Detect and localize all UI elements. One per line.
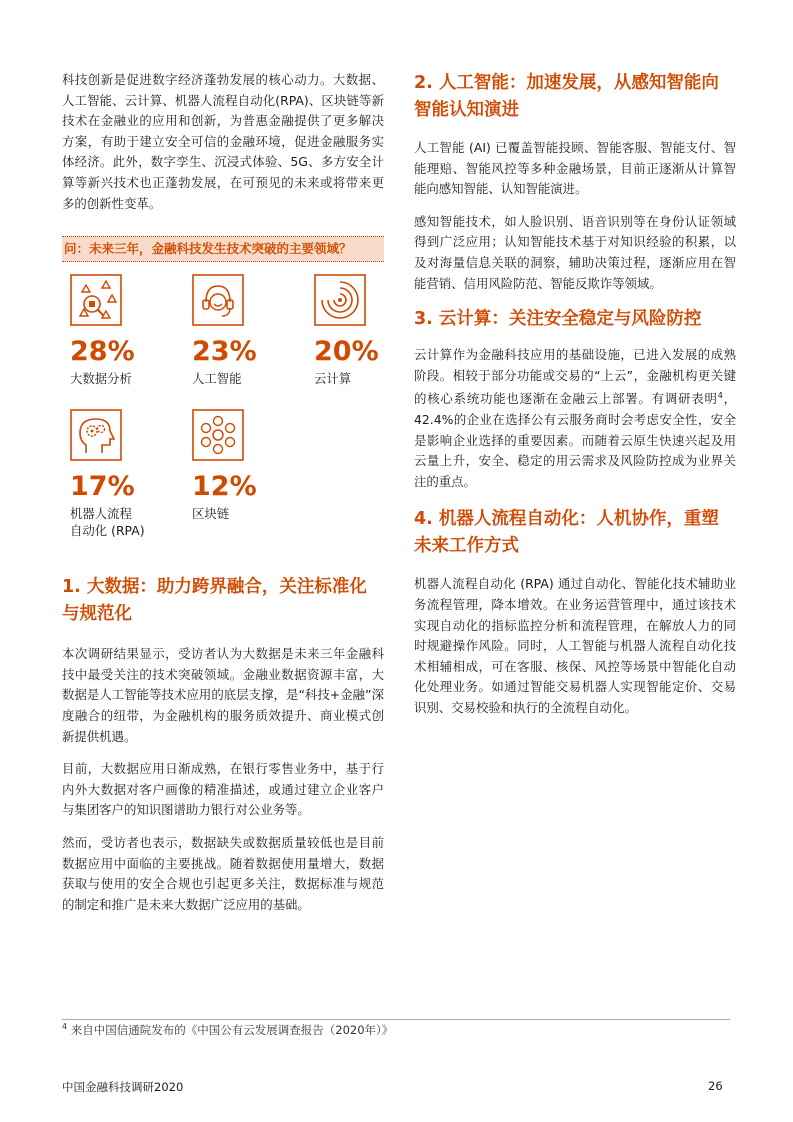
footnote-divider	[62, 1019, 730, 1020]
section1-paragraph-3: 然而，受访者也表示，数据缺失或数据质量较低也是目前数据应用中面临的主要挑战。随着数据使用量增大，数据获取与使用的安全合规也引起更多关注，数据标准与规范的制定和推广是未来大数据广泛应用的基础。	[62, 834, 384, 912]
ai-headset-icon	[192, 274, 244, 326]
section2-title: 2. 人工智能：加速发展，从感知智能向智能认知演进	[414, 73, 719, 120]
section3-title: 3. 云计算：关注安全稳定与风险防控	[414, 309, 702, 330]
stat-value: 20%	[314, 336, 379, 368]
stat-label: 机器人流程 自动化 (RPA)	[70, 506, 145, 539]
cloud-swirl-icon	[314, 274, 366, 326]
section2-paragraph-2: 感知智能技术，如人脸识别、语音识别等在身份认证领域得到广泛应用；认知智能技术基于对知识经验的积累，以及对海量信息关联的洞察，辅助决策过程，逐渐应用在智能营销、信用风险防范、智能反欺诈等领域。	[414, 213, 736, 291]
stat-value: 17%	[70, 471, 135, 503]
section4-paragraph-1: 机器人流程自动化 (RPA) 通过自动化、智能化技术辅助业务流程管理，降本增效。在业务运营管理中，通过该技术实现自动化的指标监控分析和流程管理，在解放人力的同时规避操作风险。同时，人工智能与机器人流程自动化技术相辅相成，可在客服、核保、风控等场景中智能化自动化处理业务。如通过智能交易机器人实现智能定价、交易识别、交易校验和执行的全流程自动化。	[414, 576, 736, 715]
footnote-number: 4	[62, 1022, 68, 1032]
section3-text-a: 云计算作为金融科技应用的基础设施，已进入发展的成熟阶段。相较于部分功能或交易的“上云”，金融机构更关键的核心系统功能也逐渐在金融云上部署。有调研表明	[414, 347, 736, 407]
stat-value: 12%	[192, 471, 257, 503]
stat-value: 23%	[192, 336, 257, 368]
blockchain-icon	[192, 409, 244, 461]
section1-paragraph-2: 目前，大数据应用日渐成熟，在银行零售业务中，基于行内外大数据对客户画像的精准描述，或通过建立企业客户与集团客户的知识图谱助力银行对公业务等。	[62, 761, 384, 818]
section1-paragraph-1: 本次调研结果显示，受访者认为大数据是未来三年金融科技中最受关注的技术突破领域。金融业数据资源丰富，大数据是人工智能等技术应用的底层支撑，是“科技+金融”深度融合的纽带，为金融机构的服务质效提升、商业模式创新提供机遇。	[62, 646, 384, 744]
stat-rpa	[70, 409, 180, 539]
stat-label: 云计算	[314, 371, 352, 387]
stats-grid	[62, 274, 384, 574]
page-number: 26	[708, 1079, 723, 1093]
stat-big-data	[70, 274, 180, 387]
stat-cloud	[314, 274, 424, 387]
stat-label: 人工智能	[192, 371, 242, 387]
left-column	[62, 70, 384, 915]
section4-title: 4. 机器人流程自动化：人机协作，重塑未来工作方式	[414, 509, 719, 557]
stat-value: 28%	[70, 336, 135, 368]
right-column	[414, 70, 736, 719]
intro-paragraph: 科技创新是促进数字经济蓬勃发展的核心动力。大数据、人工智能、云计算、机器人流程自动化(RPA)、区块链等新技术在金融业的应用和创新，为普惠金融提供了更多解决方案，有助于建立安全可信的金融环境，促进金融服务实体经济。此外，数字孪生、沉浸式体验、5G、多方安全计算等新兴技术也正蓬勃发展，在可预见的未来或将带来更多的创新性变革。	[62, 72, 384, 211]
footer-title: 中国金融科技调研2020	[62, 1080, 184, 1094]
section1-title: 1. 大数据：助力跨界融合，关注标准化与规范化	[62, 577, 367, 625]
stat-blockchain	[192, 409, 302, 522]
robot-head-gears-icon	[70, 409, 122, 461]
big-data-icon	[70, 274, 122, 326]
section2-paragraph-1: 人工智能 (AI) 已覆盖智能投顾、智能客服、智能支付、智能理赔、智能风控等多种金融场景，目前正逐渐从计算智能向感知智能、认知智能演进。	[414, 140, 736, 197]
stat-ai	[192, 274, 302, 387]
stat-label: 大数据分析	[70, 371, 132, 387]
section3-paragraph-1	[414, 345, 736, 492]
footnote	[62, 1022, 393, 1038]
survey-question: 问：未来三年，金融科技发生技术突破的主要领域？	[62, 236, 384, 262]
stat-label: 区块链	[192, 506, 230, 522]
footnote-text: 来自中国信通院发布的《中国公有云发展调查报告（2020年）》	[70, 1023, 394, 1037]
section3-text-b: ，42.4%的企业在选择公有云服务商时会考虑安全性，安全是影响企业选择的重要因素。而随着云原生快速兴起及用云量上升，安全、稳定的用云需求及风险防控成为业界关注的重点。	[414, 391, 737, 489]
footnote-reference: 4	[717, 391, 723, 401]
